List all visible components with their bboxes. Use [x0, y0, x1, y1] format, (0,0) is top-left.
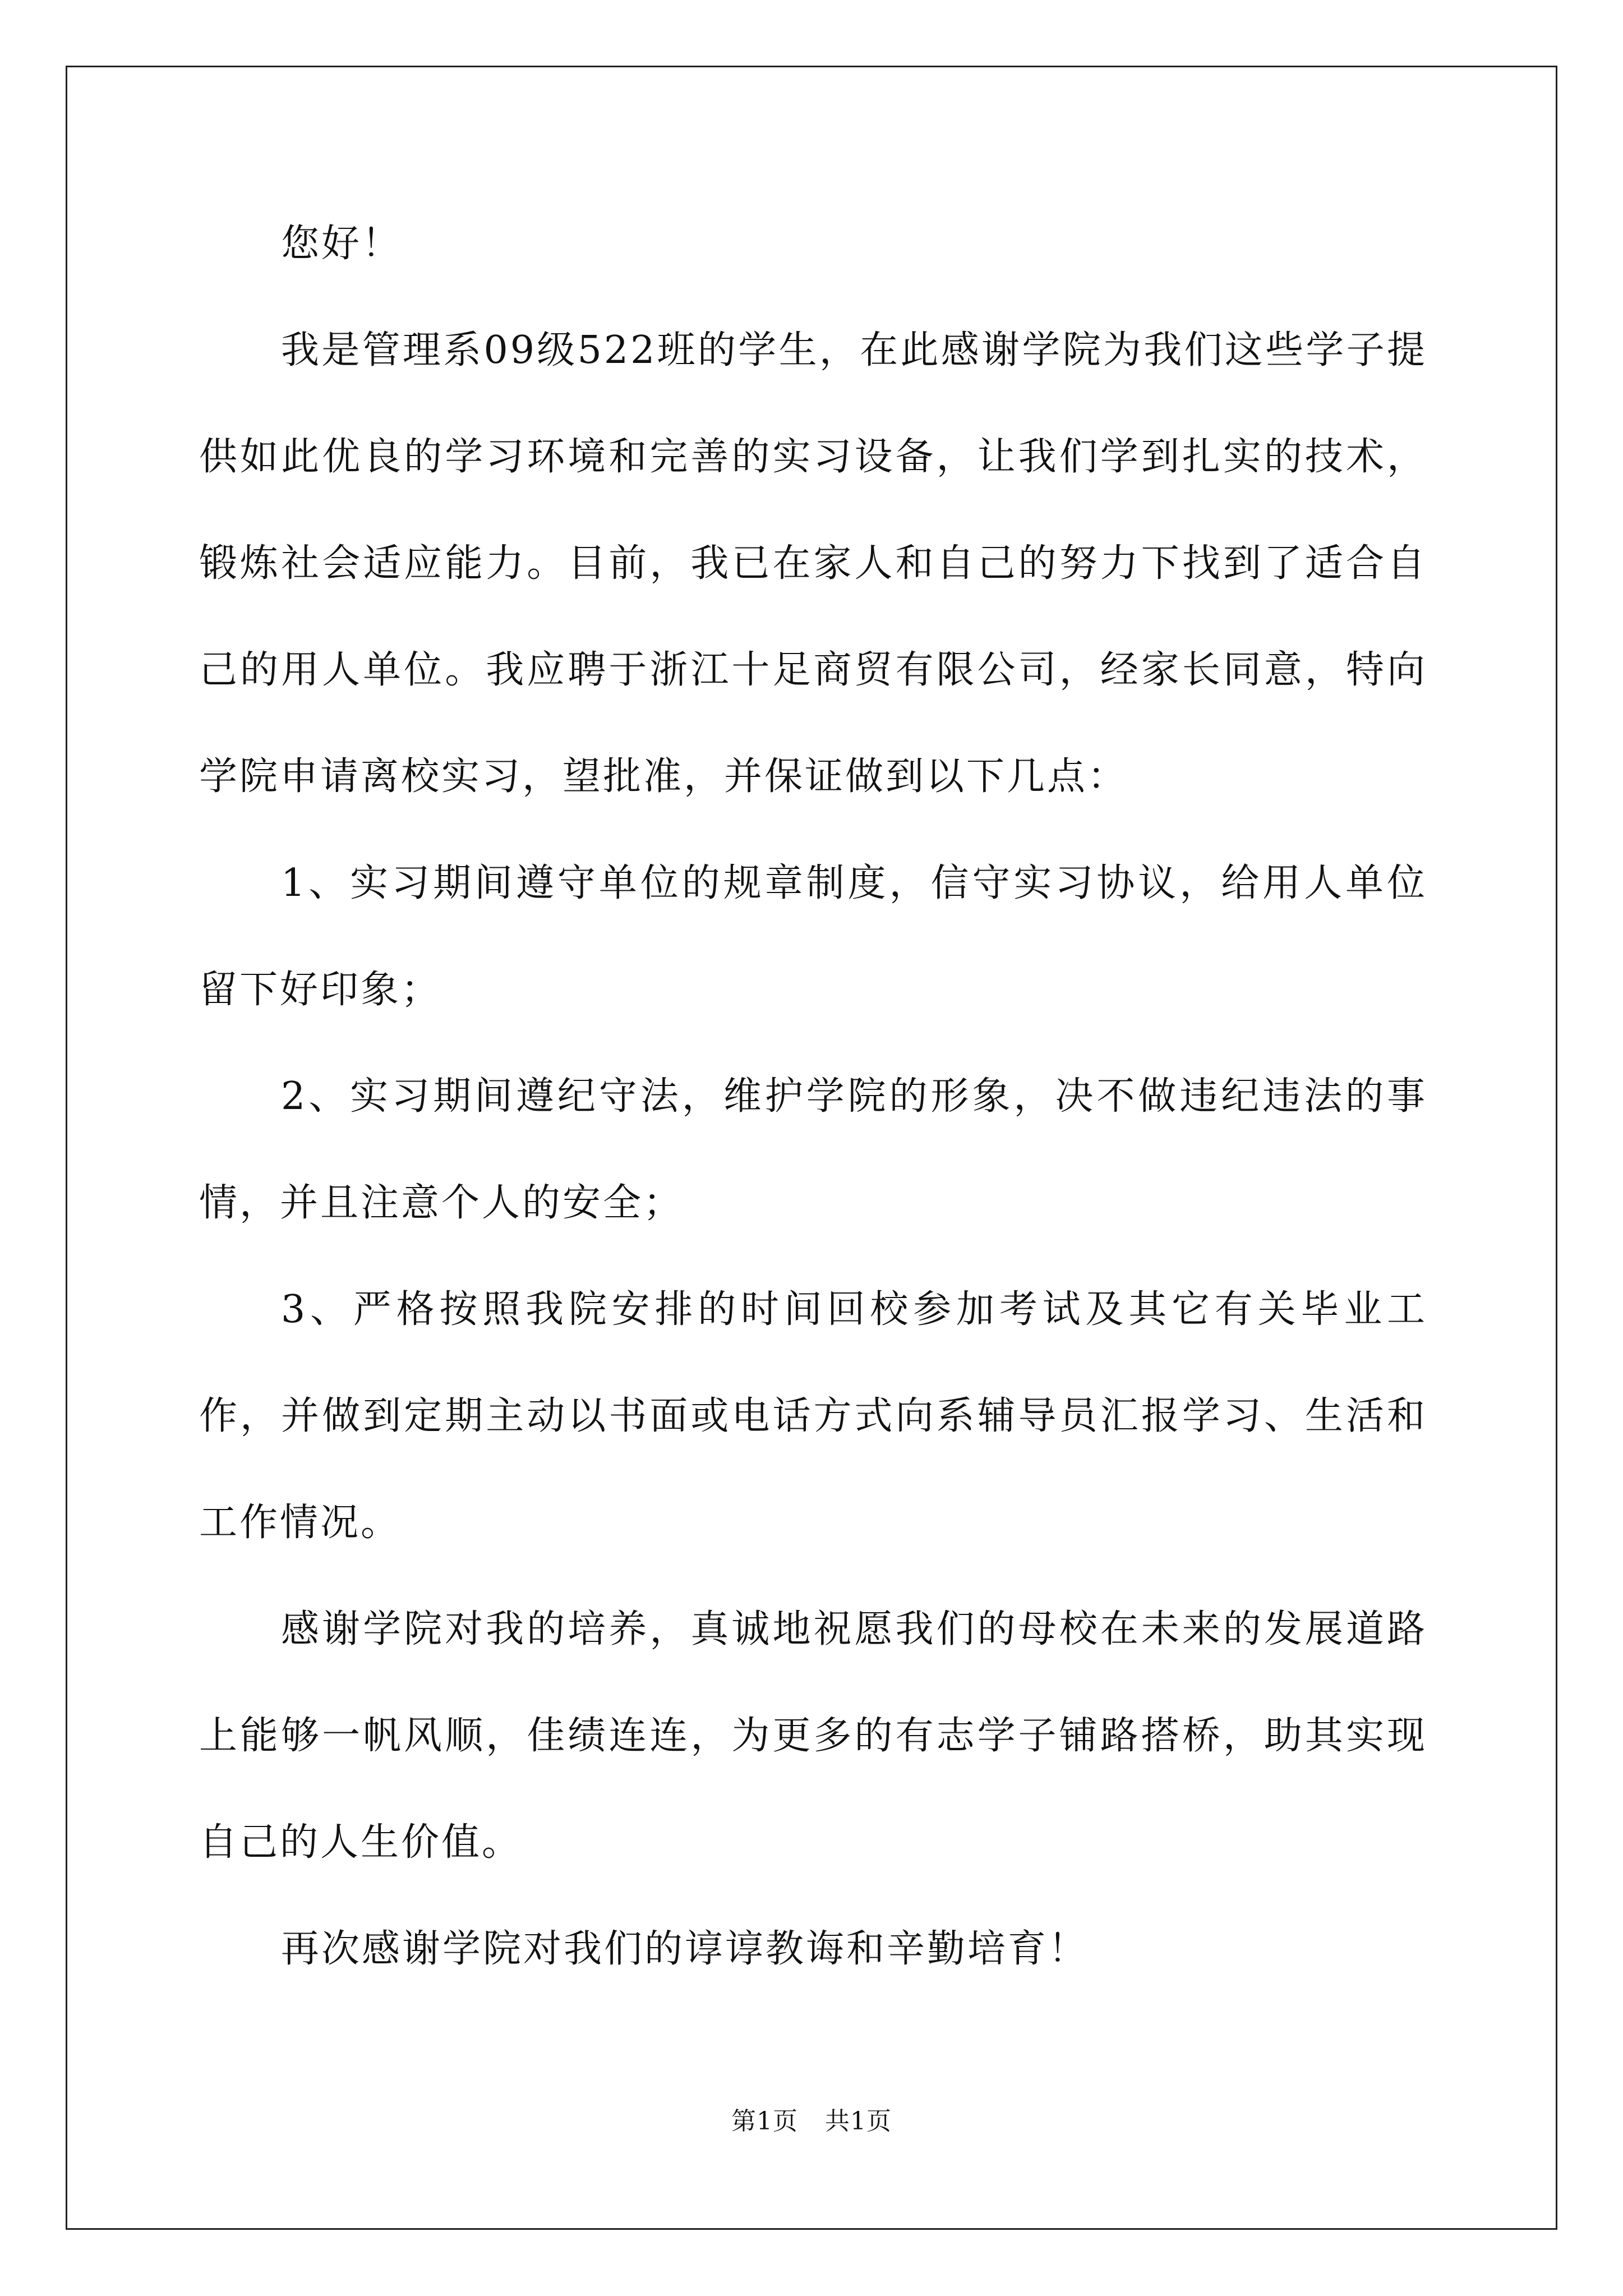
letter-body — [199, 191, 1427, 2003]
page-number-total: 共1页 — [825, 2107, 892, 2136]
closing-paragraph: 再次感谢学院对我们的谆谆教诲和辛勤培育！ — [281, 1927, 1089, 1971]
page-number-current: 第1页 — [731, 2107, 798, 2136]
pledge-item-1: 1、实习期间遵守单位的规章制度，信守实习协议，给用人单位留下好印象； — [199, 861, 1427, 1012]
intro-paragraph: 我是管理系09级522班的学生，在此感谢学院为我们这些学子提供如此优良的学习环境和完善的实习设备，让我们学到扎实的技术，锻炼社会适应能力。目前，我已在家人和自己的努力下找到了适合自己的用人单位。我应聘于浙江十足商贸有限公司，经家长同意，特向学院申请离校实习，望批准，并保证做到以下几点： — [199, 328, 1427, 799]
pledge-item-2: 2、实习期间遵纪守法，维护学院的形象，决不做违纪违法的事情，并且注意个人的安全； — [199, 1074, 1427, 1225]
pledge-item-3: 3、严格按照我院安排的时间回校参加考试及其它有关毕业工作，并做到定期主动以书面或电话方式向系辅导员汇报学习、生活和工作情况。 — [199, 1287, 1427, 1545]
greeting: 您好！ — [281, 222, 403, 266]
page-footer — [0, 2105, 1623, 2138]
thanks-paragraph: 感谢学院对我的培养，真诚地祝愿我们的母校在未来的发展道路上能够一帆风顺，佳绩连连，为更多的有志学子铺路搭桥，助其实现自己的人生价值。 — [199, 1607, 1427, 1865]
